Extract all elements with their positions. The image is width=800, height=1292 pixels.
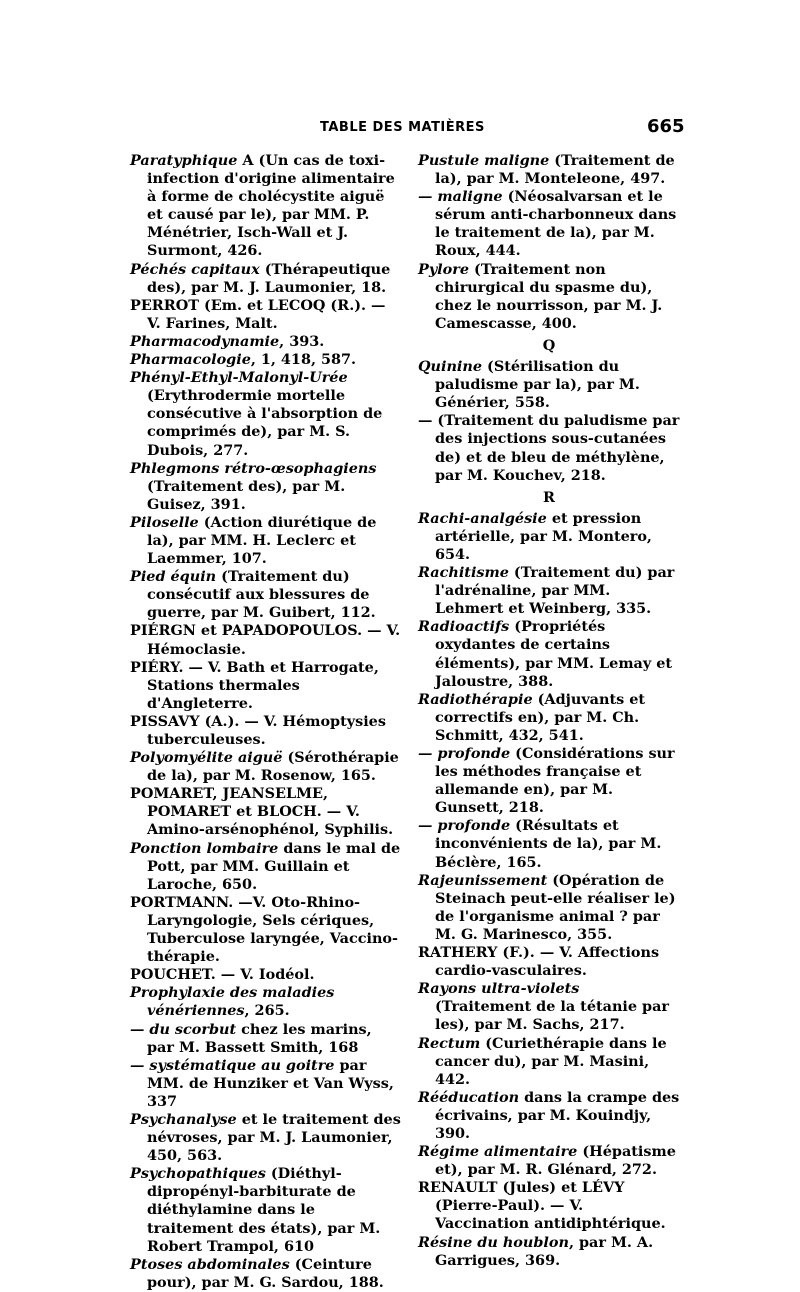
entry-text: RATHERY (F.). — V. Affections cardio-vasculaires. [418, 944, 660, 980]
section-letter: Q [542, 336, 556, 354]
index-entry [130, 568, 402, 622]
index-entry [418, 618, 680, 690]
entry-text: chez les marins, par M. Bassett Smith, 168 [147, 1020, 372, 1056]
entry-text: (Traitement des), par M. Guisez, 391. [147, 477, 346, 513]
entry-text: , 393. [279, 332, 325, 350]
index-entry [130, 460, 402, 514]
entry-text: PIÉRY. — V. Bath et Harrogate, Stations thermales d'Angleterre. [130, 658, 379, 712]
index-entry [418, 1179, 680, 1233]
entry-term: Radioactifs [418, 618, 510, 636]
entry-text: (Sérothérapie de la), par M. Rosenow, 165. [147, 749, 399, 785]
running-title: TABLE DES MATIÈRES [320, 120, 485, 135]
entry-term: — profonde [418, 817, 511, 835]
entry-text: PORTMANN. —V. Oto-Rhino-Laryngologie, Sels cériques, Tuberculose laryngée, Vaccino-thérapie. [130, 893, 398, 966]
entry-text: (Propriétés oxydantes de certains éléments), par MM. Lemay et Jaloustre, 388. [435, 618, 673, 690]
entry-term: Rajeunissement [418, 871, 548, 889]
entry-text: (Erythrodermie mortelle consécutive à l'absorption de comprimés de), par M. S. Dubois, 277. [147, 387, 383, 459]
index-entry [418, 817, 680, 871]
entry-term: Piloselle [130, 513, 199, 531]
index-entry [418, 1143, 680, 1179]
entry-term: Rayons ultra-violets [418, 980, 580, 998]
entry-text: , par M. A. Garrigues, 369. [435, 1233, 654, 1269]
entry-text: — (Traitement du paludisme par des injections sous-cutanées de) et de bleu de méthylène, par M. Kouchev, 218. [418, 412, 680, 484]
index-entry [130, 713, 402, 749]
index-entry [418, 944, 680, 980]
index-entry [418, 1234, 680, 1270]
index-entry [130, 1165, 402, 1255]
index-entry [130, 369, 402, 459]
index-entry [130, 659, 402, 713]
entry-text: A (Un cas de toxi-infection d'origine alimentaire à forme de cholécystite aiguë et causé par le), par MM. P. Ménétrier, Isch-Wall et J. Surmont, 426. [147, 152, 395, 260]
entry-text: (Ceinture pour), par M. G. Sardou, 188. [147, 1255, 384, 1291]
entry-term: Régime alimentaire [418, 1143, 578, 1161]
entry-text: et pression artérielle, par M. Montero, 654. [435, 509, 652, 563]
index-entry [130, 966, 402, 984]
index-entry [418, 261, 680, 333]
index-entry [418, 412, 680, 484]
index-entry [418, 745, 680, 817]
entry-term: — maligne [418, 188, 503, 206]
entry-term: Ponction lombaire [130, 839, 279, 857]
entry-text: (Traitement du) consécutif aux blessures de guerre, par M. Guibert, 112. [147, 568, 376, 622]
entry-term: Polyomyélite aiguë [130, 749, 283, 767]
entry-text: (Néosalvarsan et le sérum anti-charbonneux dans le traitement de la), par M. Roux, 444. [435, 188, 677, 260]
page-header [0, 116, 800, 138]
entry-text: PISSAVY (A.). — V. Hémoptysies tuberculeuses. [130, 712, 386, 748]
entry-term: Psychanalyse [130, 1110, 237, 1128]
entry-term: — du scorbut [130, 1020, 237, 1038]
entry-text: , 1, 418, 587. [250, 351, 357, 369]
index-entry [130, 261, 402, 297]
index-entry [130, 1021, 402, 1057]
entry-text: (Traitement du) par l'adrénaline, par MM. Lehmert et Weinberg, 335. [435, 564, 675, 618]
index-entry [130, 749, 402, 785]
entry-text: POMARET, JEANSELME, POMARET et BLOCH. — V. Amino-arsénophénol, Syphilis. [130, 785, 394, 839]
index-entry [130, 840, 402, 894]
entry-text: (Résultats et inconvénients de la), par M. Béclère, 165. [435, 817, 662, 871]
entry-term: Phlegmons rétro-œsophagiens [130, 459, 377, 477]
section-letter: R [543, 488, 555, 506]
entry-text: et le traitement des névroses, par M. J. Laumonier, 450, 563. [147, 1110, 401, 1165]
index-entry [130, 1057, 402, 1111]
entry-text: RENAULT (Jules) et LÉVY (Pierre-Paul). — V. Vaccination antidiphtérique. [418, 1179, 666, 1233]
entry-text: (Thérapeutique des), par M. J. Laumonier, 18. [147, 260, 391, 296]
index-entry [130, 152, 402, 261]
entry-term: Pylore [418, 260, 469, 278]
entry-text: (Stérilisation du paludisme par la), par M. Générier, 558. [435, 358, 640, 412]
entry-term: Péchés capitaux [130, 260, 260, 278]
entry-text: POUCHET. — V. Iodéol. [130, 966, 315, 984]
index-entry [418, 1089, 680, 1143]
entry-term: Quinine [418, 358, 483, 376]
index-column-right [418, 152, 680, 1270]
index-entry [418, 358, 680, 412]
index-entry [130, 894, 402, 966]
index-entry [418, 872, 680, 944]
index-entry [130, 514, 402, 568]
entry-text: (Action diurétique de la), par MM. H. Leclerc et Laemmer, 107. [147, 513, 377, 568]
entry-text: PIÉRGN et PAPADOPOULOS. — V. Hémoclasie. [130, 622, 401, 658]
entry-term: Pharmacologie [130, 351, 251, 369]
entry-term: Rectum [418, 1034, 481, 1052]
entry-term: Radiothérapie [418, 690, 533, 708]
entry-text: (Curiethérapie dans le cancer du), par M. Masini, 442. [435, 1034, 667, 1088]
entry-text: dans le mal de Pott, par MM. Guillain et Laroche, 650. [147, 839, 401, 893]
entry-term: Paratyphique [130, 152, 238, 169]
entry-term: — systématique au goitre [130, 1056, 335, 1074]
entry-text: (Opération de Steinach peut-elle réaliser le) de l'organisme animal ? par M. G. Marinesco, 355. [435, 871, 676, 943]
entry-term: Pustule maligne [418, 152, 550, 169]
index-entry [418, 691, 680, 745]
index-entry [418, 510, 680, 564]
index-entry [130, 984, 402, 1020]
index-entry [130, 785, 402, 839]
entry-text: par MM. de Hunziker et Van Wyss, 337 [147, 1056, 394, 1110]
entry-term: Pharmacodynamie [130, 332, 280, 350]
entry-text: (Traitement non chirurgical du spasme du), chez le nourrisson, par M. J. Camescasse, 400. [435, 260, 663, 332]
entry-term: Rééducation [418, 1088, 520, 1106]
entry-term: Ptoses abdominales [130, 1255, 290, 1273]
index-entry [130, 351, 402, 369]
index-entry [130, 333, 402, 351]
index-entry [418, 188, 680, 260]
index-column-left [130, 152, 402, 1292]
entry-term: Pied équin [130, 568, 217, 586]
index-entry [418, 1035, 680, 1089]
entry-text: (Traitement de la), par M. Monteleone, 497. [435, 152, 675, 188]
index-entry [418, 564, 680, 618]
index-entry [130, 622, 402, 658]
index-entry [130, 1111, 402, 1165]
entry-term: Rachitisme [418, 564, 509, 582]
entry-term: — profonde [418, 745, 511, 762]
index-entry [130, 1256, 402, 1292]
entry-term: Prophylaxie des maladies vénériennes [130, 984, 335, 1020]
entry-text: (Traitement de la tétanie par les), par M. Sachs, 217. [435, 998, 670, 1034]
entry-term: Psychopathiques [130, 1165, 266, 1183]
entry-term: Rachi-analgésie [418, 509, 547, 527]
entry-text: (Considérations sur les méthodes française et allemande en), par M. Gunsett, 218. [435, 745, 675, 817]
index-entry [130, 297, 402, 333]
page-number: 665 [647, 116, 685, 137]
index-entry [418, 980, 680, 1034]
entry-text: dans la crampe des écrivains, par M. Kouindjy, 390. [435, 1088, 680, 1142]
entry-term: Phényl-Ethyl-Malonyl-Urée [130, 369, 348, 387]
entry-text: , 265. [244, 1002, 290, 1020]
entry-text: (Hépatisme et), par M. R. Glénard, 272. [435, 1143, 676, 1179]
entry-term: Résine du houblon [418, 1233, 569, 1251]
entry-text: PERROT (Em. et LECOQ (R.). — V. Farines, Malt. [130, 296, 386, 332]
entry-text: (Adjuvants et correctifs en), par M. Ch. Schmitt, 432, 541. [435, 690, 646, 744]
index-entry [418, 152, 680, 188]
entry-text: (Diéthyl-dipropényl-barbiturate de diéthylamine dans le traitement des états), par M. Robert Trampol, 610 [147, 1165, 381, 1255]
